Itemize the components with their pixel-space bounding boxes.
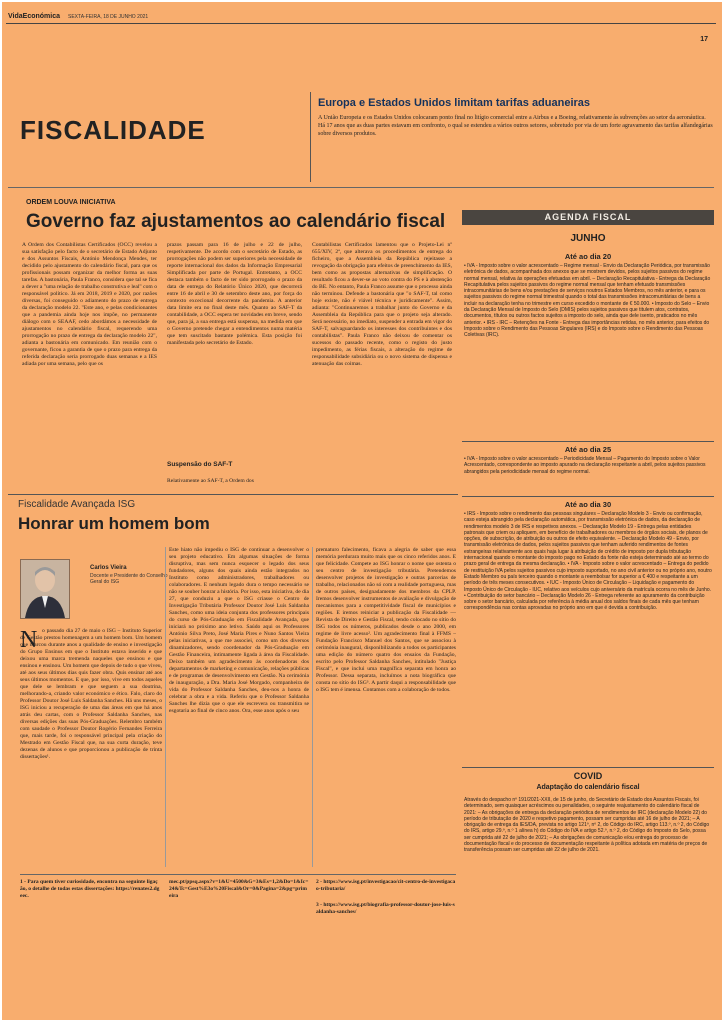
covid-subtitle: Adaptação do calendário fiscal: [536, 784, 640, 791]
agenda-header: AGENDA FISCAL: [462, 210, 714, 225]
agenda-separator: [462, 441, 714, 442]
isg-rule: [8, 494, 458, 495]
agenda-block1-title: Até ao dia 20: [564, 252, 612, 261]
section-title: FISCALIDADE: [20, 115, 206, 145]
drop-cap: N: [20, 627, 38, 653]
isg-headline: Honrar um homem bom: [18, 514, 210, 533]
footnote-1: 1 - Para quem tiver curiosidade, encontra na seguinte ligação, o detalhe de todas estas dissertações: https://renates2.dgeec.: [20, 879, 160, 899]
agenda-separator: [462, 767, 714, 768]
brand-logo: VidaEconómica: [8, 13, 61, 20]
header-rule: [6, 23, 716, 24]
article-column-3: Contabilistas Certificados lamentou que o Projeto-Lei nº 655/XIV, 2ª, que alterava os procedimentos de entrega do ficheiro, que a Assembleia da República rejeitasse a revogação da obrigação para efeitos de preenchimento da IES, bem como as propostas alternativas de simplificação. O resultado ficou a dever-se ao voto contra do PS e à abstenção do BE. No entanto, Paula Franco assume que o processo ainda não terminou. Defende a bastonária que "o SAF-T, tal como hoje existe, não é viável técnica e juridicamente". Assim, adianta: "Continuaremos a trabalhar junto do Governo e da Assembleia da República para que o projeto seja alterado. Será necessário, no imediato, suspender a entrada em vigor do SAF-T, salvaguardando os interesses dos contribuintes e dos contabilistas". Paula Franco não deixou de comentar os sucessos do passado recente, como o registo do justo impedimento, as férias fiscais, a alteração do regime de responsabilidade subsidiária ou o novo sistema de dispensa e atenuação das coimas.: [312, 242, 452, 367]
newspaper-page: [2, 2, 722, 1020]
isg-column-3: prematuro falecimento, ficava a alegria de saber que essa memória perdurara muito mais que os cinco referidos anos. E que felicidade. Compete ao ISG honrar o nome que ostenta o seu centro de investigação tributária. Pretendemos desenvolver projetos de investigação e outras parcerias de trabalho, relacionados não só com a realidade portuguesa, mas de outros países, designadamente dos membros da CPLP. Iremos desenvolver instrumentos de avaliação e divulgação de mecanismos para a competitividade fiscal de municípios e regiões. E iremos reiniciar a publicação da Fiscalidade — Revista de Direito e Gestão Fiscal, tendo colocado no sítio do ISG todos os números, publicados desde o ano 2000, em regime de livre acesso². Um agradecimento final à FFMS – Fundação Francisco Manuel dos Santos, que se associou à cerimónia inaugural, disponibilizando a todos os participantes uma edição do número quatro dos ensaios da Fundação, escrito pelo Professor Saldanha Sanches, intitulado "Justiça Fiscal", e que inclui uma magnífica separata em honra ao Professor. Dessa separata, incluímos a nota biográfica que consta no sítio do ISG³. A partir daqui a responsabilidade que o ISG tem é imensa. Contamos com a colaboração de todos.: [316, 547, 456, 693]
author-photo: [20, 559, 70, 619]
agenda-block1-text: • IVA - Imposto sobre o valor acrescentado – Regime mensal - Envio da Declaração Periódica, por transmissão eletrónica de dados, acompanhada dos anexos que se mostrem devidos, pelos sujeitos passivos do regime normal mensal, relativa às operações efetuadas em abril. – Declaração Recapitulativa - Entrega da Declaração Recapitulativa pelos sujeitos passivos do regime normal mensal que tenham efetuado transmissões intracomunitárias de bens e/ou prestações de serviços noutros Estados Membros, no mês anterior, e para os sujeitos passivos do regime normal trimestral quando o total das transmissões intracomunitárias de bens a incluir na declaração tenha no trimestre em curso excedido o montante de € 50.000. • Imposto do Selo – Envio da Declaração Mensal de Imposto do Selo (DMIS) pelos sujeitos passivos que titulem atos, contratos, documentos, títulos ou outros factos sujeitos a imposto do selo, ainda que dele isento, praticados no mês anterior. • IRS - IRC – Retenções na Fonte - Entrega das importâncias retidas, no mês anterior, para efeitos do Imposto sobre o Rendimento das Pessoas Singulares (IRS) e do Imposto sobre o Rendimento das Pessoas Coletivas (IRC).: [464, 263, 711, 339]
column-divider: [165, 547, 166, 867]
agenda-block3-text: • IRS - Imposto sobre o rendimento das pessoas singulares – Declaração Modelo 3 - Envio ou confirmação, caso esteja abrangido pela declaração automática, por transmissão eletrónica de dados, da declaração de rendimentos modelo 3 de IRS e respetivos anexos. – Declaração Modelo 19 - Entrega pelas entidades patronais que criem ou apliquem, em benefício de trabalhadores ou membros de órgãos sociais, de planos de opções, de subscrição, de atribuição ou outros de efeito equivalente. – Declaração Modelo 49 - Envio, por transmissão eletrónica de dados, pelos sujeitos passivos que tenham auferido rendimentos de fontes estrangeiras relativamente aos quais haja lugar à atribuição de crédito de imposto por dupla tributação internacional quando o montante do imposto pago no Estado da fonte não esteja determinado até ao termo do prazo geral de entrega da mesma declaração. • IVA - Imposto sobre o valor acrescentado – Entrega do pedido de restituição IVA pelos sujeitos passivos cujo imposto suportado, no ano civil anterior ou no próprio ano, noutro Estado Membro ou país terceiro quando o montante a reembolsar for superior a € 400 e respeitante a um período de três meses consecutivos. • IUC - Imposto Único de Circulação – Liquidação e pagamento do Imposto Único de Circulação - IUC, relativo aos veículos cujo aniversário da matrícula ocorra no mês de Junho. • Contribuição do setor bancário – Declaração Modelo 26 - Entrega referente ao apuramento da contribuição sobre o setor bancário, calculada por referência à média anual dos saldos finais de cada mês que tenham correspondência nas contas aprovadas no próprio ano em que é devida a contribuição.: [464, 511, 712, 612]
agenda-block2-text: • IVA - Imposto sobre o valor acrescentado – Periodicidade Mensal – Pagamento do Imposto sobre o Valor Acrescentado, correspondente ao imposto apurado na declaração respeitante a abril, pelos sujeitos passivos abrangidos pela periodicidade mensal do regime normal.: [464, 456, 706, 475]
article-column-1: A Ordem dos Contabilistas Certificados (OCC) revelou a sua satisfação pelo facto de o secretário de Estado Adjunto e dos Assuntos Fiscais, António Mendonça Mendes, ter decidido pelo ajustamento do calendário fiscal, para que os profissionais possam organizar da melhor forma as suas tarefas. A bastonária, Paula Franco, considera que tal se fica a dever a "uma relação de trabalho construtiva e leal" com o responsável político. Já em 2018, 2019 e 2020, por razões diversas, foi conseguido o adiamento do prazo de entrega da declaração modelo 22. "Este ano, e pelas condicionantes que a pandemia ainda hoje nos impõe, no permanente diálogo com o SEAAF, cedo abordámos a necessidade de ajustamentos no calendário fiscal, requerendo uma prorrogação no prazo de entrega da declaração modelo 22", adianta a bastonária em comunicado. Em reunião com o governante, ficou a garantia de que o prazo para entrega da referida declaração seria prorrogado duas semanas e a IES adiada por uma semana, pelo que os: [22, 242, 157, 367]
footnote-2: 2 - https://www.isg.pt/investigacao/cit-centro-de-investigacao-tributaria/: [316, 879, 456, 892]
issue-date: SEXTA-FEIRA, 18 DE JUNHO 2021: [68, 14, 149, 20]
sidebar-news-body: A União Europeia e os Estados Unidos colocaram ponto final no litígio comercial entre a Airbus e a Boeing, relativamente às subvenções ao setor da aeronáutica. Há 17 anos que as duas partes estavam em confronto, o qual se estendeu a vários outros setores, sobretudo por via de um forte agravamento das tarifas alfandegárias sobre diversos produtos.: [318, 115, 713, 137]
section-divider: [310, 92, 311, 182]
covid-title: COVID: [573, 771, 603, 781]
footnote-rule: [20, 874, 456, 875]
column-divider: [312, 547, 313, 867]
author-name: Carlos Vieira: [90, 565, 127, 571]
article-column-2-tail: Relativamente ao SAF-T, a Ordem dos: [167, 478, 254, 484]
article-column-2: prazos passam para 16 de julho e 22 de julho, respetivamente. De acordo com o secretário de Estado, as prorrogações não podem ser superiores pela necessidade de reporte internacional dos dados da Informação Empresarial Simplificada por parte de Portugal. Entretanto, a OCC destaca também o facto de ter sido prorrogado o prazo da data de entrega do Relatório Único 2020, que decorrerá entre 16 de abril e 30 de setembro deste ano, por força do contexto excecional decorrente da pandemia. A anterior data limite era no final deste mês. Quanto ao SAF-T da contabilidade, a OCC espera ter novidades em breve, sendo que, para já, a sua entrega está suspensa, na medida em que o Governo pretende chegar a entendimentos numa matéria que tem suscitado bastante polémica. Esta posição foi manifestada pelo secretário de Estado.: [167, 242, 302, 346]
article-headline: Governo faz ajustamentos ao calendário fiscal: [26, 211, 446, 232]
footnote-1-continued: mec.pt/ppsq.aspx?v=1&U=4500&G=3&Es=1,2&Do=1&Ic=24&Tc=Gest%E3o%20Fiscal&Or=0&Pagina=2&pg=primeira: [169, 879, 309, 899]
isg-column-2: Este hiato não impediu o ISG de continuar a desenvolver o seu projeto educativo. Em algumas situações de forma disruptiva, mas sem nunca esquecer o legado dos seus fundadores, alguns dos quais ainda estão integrados no Instituto como administradores, trabalhadores ou colaboradores. E nenhum legado dura o tempo necessário se não se souber honrar a história. Por isso, esta iniciativa, de dia 27, que conduziu a que o ISG criasse o Centro de Investigação Tributária Professor Doutor José Luís Saldanha Sanches, como uma ideia conjunta dos professores principais do curso de Pós-Graduação em Fiscalidade Avançada, que iniciará no próximo ano letivo. Saúdo aqui os Professores António Silva Preto, José Maria Pires e Nuno Santos Vieira pelas iniciativas, a que me associei, como um dos diversos dinamizadores, sendo coordenador da Pós-Graduação em Gestão Financeira, intimamente ligada à área da Fiscalidade. Deixo também um agradecimento às coordenadoras dos departamentos de marketing e comunicação, relações públicas e de programas de desenvolvimento em Gestão. Na cerimónia de inauguração, a Dra. Maria José Morgado, companheira de vida do Professor Saldanha Sanches, deu-nos a honra de celebrar a obra e a vida. Referiu que o Professor Saldanha Sanches lhe dizia que o que ele escrevera ou transmitira se esgotaria ao final de cinco anos. Ora, esse anos após o seu: [169, 547, 309, 714]
author-role: Docente e Presidente do Conselho Geral do ISG: [90, 573, 168, 585]
isg-kicker: Fiscalidade Avançada ISG: [18, 499, 136, 510]
sidebar-news-headline: Europa e Estados Unidos limitam tarifas aduaneiras: [318, 97, 591, 109]
agenda-block3-title: Até ao dia 30: [564, 500, 612, 509]
page-number: 17: [700, 36, 708, 43]
agenda-block2-title: Até ao dia 25: [564, 445, 612, 454]
covid-text: Através do despacho nº 191/2021-XXII, de 15 de junho, do Secretário de Estado dos Assuntos Fiscais, foi determinado, sem quaisquer acréscimos ou penalidades, o seguinte reajustamento do calendário fiscal de 2021: – As obrigações de entrega da declaração periódica de rendimentos de IRC (declaração Modelo 22) do período de tributação de 2020 e respetivo pagamento, possam ser cumpridas até 16 de julho de 2021; – A obrigação de entrega da IES/DA, prevista no artigo 121º, nº 2, do Código do IRC, artigo 113.º, n.º 2, do Código do IRS, artigo 29.º, n.º 1 alínea h) do Código do IVA e artigo 52.º, n.º 2, do Código do Imposto do Selo, possa ser cumprida até 22 de julho de 2021; – As obrigações de comunicação e/ou entrega do processo de documentação fiscal e do processo de documentação respeitante à política adotada em matéria de preços de transferência possam ser cumpridas até 22 de julho de 2021.: [464, 797, 710, 854]
article-subhead: Suspensão do SAF-T: [167, 461, 233, 468]
agenda-separator: [462, 496, 714, 497]
agenda-month: JUNHO: [570, 233, 606, 244]
isg-column-1: o passado dia 27 de maio o ISG – Instituto Superior de Gestão prestou homenagem a um homem bom. Um homem que marcou durante anos a qualidade de ensino e investigação do Grupo Ensinus em que o Instituto estava inserido e que deixou uma marca tremenda naqueles que ensinou e que ensinou e ensinou. Um homem que depois de tudo o que viveu, até aos seus últimos dias quis fazer obra. Quis ensinar até aos seus últimos momentos. E que, por isso, vive em todos aqueles que dele se lembram e que seguem a sua doutrina, melhorando-a, criando valor económico e ético. Falo, claro do Professor Doutor José Luís Saldanha Sanches. Há uns meses, o ISG iniciou a recuperação de uma das áreas em que há anos atrás deu cartas, com o Professor Saldanha Sanches, nas diversas edições das suas Pós-Graduações. Relembro também com saudade o Professor Doutor Rogério Fernandes Ferreira que, mais tarde, foi o responsável principal pela criação do Mestrado em Gestão Fiscal que, na sua curta duração, teve dezenas de alunos e que proporcionou a publicação de trinta dissertações¹.: [20, 628, 162, 760]
article-kicker: ORDEM LOUVA INICIATIVA: [26, 199, 116, 206]
section-rule: [8, 187, 714, 188]
footnote-3: 3 - https://www.isg.pt/biografia-professor-doutor-jose-luis-saldanha-sanches/: [316, 902, 455, 915]
